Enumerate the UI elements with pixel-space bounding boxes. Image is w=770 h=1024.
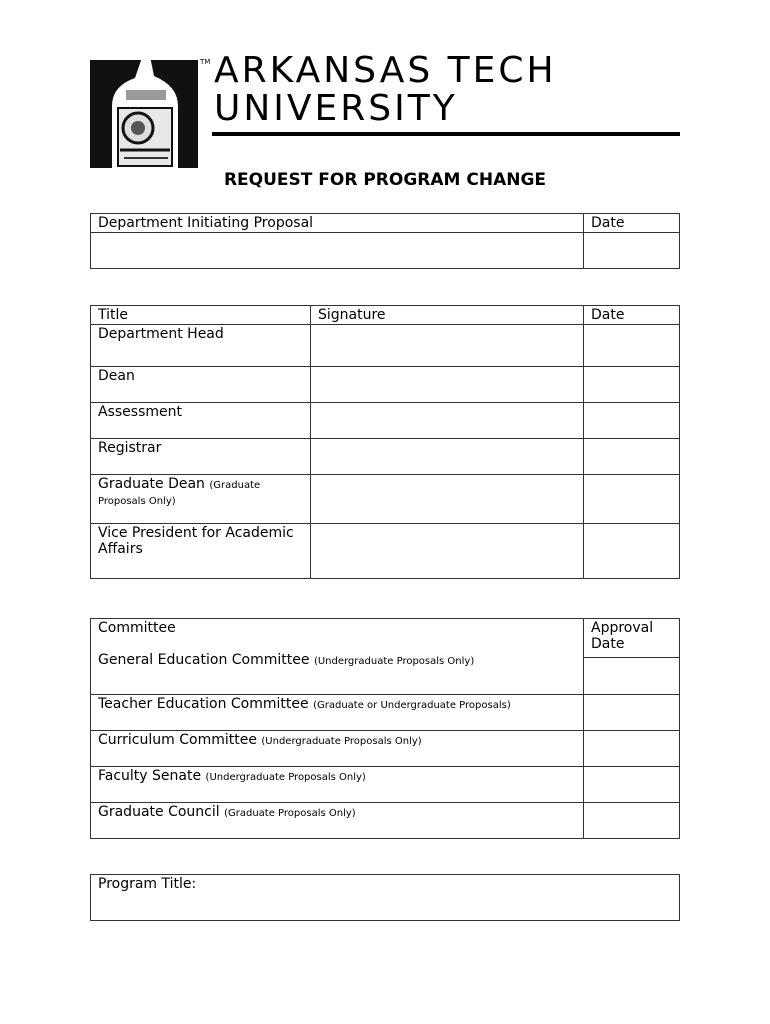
date-field[interactable] bbox=[584, 367, 680, 403]
signature-header: Signature bbox=[311, 306, 584, 325]
row-note: (Undergraduate Proposals Only) bbox=[313, 656, 475, 667]
row-note: (Graduate Proposals Only) bbox=[224, 808, 356, 819]
trademark-mark: TM bbox=[200, 58, 211, 66]
committee-first-row bbox=[98, 652, 576, 668]
approval-date-cell bbox=[584, 619, 680, 695]
row-label bbox=[91, 524, 311, 579]
row-label-text: Vice President for Academic Affairs bbox=[98, 525, 294, 557]
signature-table bbox=[90, 305, 680, 579]
signature-field[interactable] bbox=[311, 403, 584, 439]
department-table bbox=[90, 213, 680, 269]
signature-field[interactable] bbox=[311, 325, 584, 367]
row-label bbox=[91, 403, 311, 439]
logo-wordmark bbox=[214, 52, 557, 128]
approval-date-field[interactable] bbox=[584, 695, 680, 731]
row-label-text: Curriculum Committee bbox=[98, 732, 257, 748]
approval-date-field[interactable] bbox=[584, 658, 679, 694]
program-title-field[interactable] bbox=[91, 875, 680, 921]
row-label bbox=[91, 803, 584, 839]
date-field[interactable] bbox=[584, 403, 680, 439]
program-title-table bbox=[90, 874, 680, 921]
row-label bbox=[91, 695, 584, 731]
row-note: (Undergraduate Proposals Only) bbox=[205, 772, 366, 783]
signature-field[interactable] bbox=[311, 475, 584, 524]
date-field[interactable] bbox=[584, 524, 680, 579]
approval-date-field[interactable] bbox=[584, 767, 680, 803]
date-field[interactable] bbox=[584, 233, 680, 269]
date-header: Date bbox=[584, 306, 680, 325]
row-label-text: General Education Committee bbox=[98, 652, 310, 668]
row-label bbox=[91, 325, 311, 367]
row-note: (Undergraduate Proposals Only) bbox=[261, 736, 422, 747]
row-label-text: Department Head bbox=[98, 326, 224, 342]
program-title-label: Program Title: bbox=[98, 876, 197, 892]
date-header: Date bbox=[584, 214, 680, 233]
date-field[interactable] bbox=[584, 325, 680, 367]
row-label bbox=[91, 367, 311, 403]
date-field[interactable] bbox=[584, 439, 680, 475]
row-label-text: Teacher Education Committee bbox=[98, 696, 309, 712]
row-label-text: Graduate Council bbox=[98, 804, 220, 820]
row-label bbox=[91, 767, 584, 803]
department-header: Department Initiating Proposal bbox=[91, 214, 584, 233]
row-label-text: Faculty Senate bbox=[98, 768, 202, 784]
committee-table bbox=[90, 618, 680, 839]
row-label-text: Assessment bbox=[98, 404, 182, 420]
committee-header-text: Committee bbox=[98, 620, 176, 636]
row-note: (Graduate or Undergraduate Proposals) bbox=[313, 700, 511, 711]
date-field[interactable] bbox=[584, 475, 680, 524]
approval-date-header: Approval Date bbox=[584, 619, 679, 658]
signature-field[interactable] bbox=[311, 367, 584, 403]
approval-date-field[interactable] bbox=[584, 803, 680, 839]
row-label bbox=[91, 439, 311, 475]
row-label-text: Registrar bbox=[98, 440, 162, 456]
row-label bbox=[91, 731, 584, 767]
approval-date-field[interactable] bbox=[584, 731, 680, 767]
form-title: REQUEST FOR PROGRAM CHANGE bbox=[223, 170, 547, 190]
logo-line-2: UNIVERSITY bbox=[214, 88, 458, 129]
clock-tower-icon bbox=[90, 46, 210, 168]
title-header: Title bbox=[91, 306, 311, 325]
logo-rule bbox=[212, 132, 680, 136]
logo-line-1: ARKANSAS TECH bbox=[214, 50, 557, 91]
committee-header bbox=[91, 619, 584, 695]
signature-field[interactable] bbox=[311, 439, 584, 475]
department-field[interactable] bbox=[91, 233, 584, 269]
row-label bbox=[91, 475, 311, 524]
row-label-text: Dean bbox=[98, 368, 135, 384]
row-note: (Graduate Proposals Only) bbox=[98, 480, 261, 507]
signature-field[interactable] bbox=[311, 524, 584, 579]
row-label-text: Graduate Dean bbox=[98, 476, 205, 492]
